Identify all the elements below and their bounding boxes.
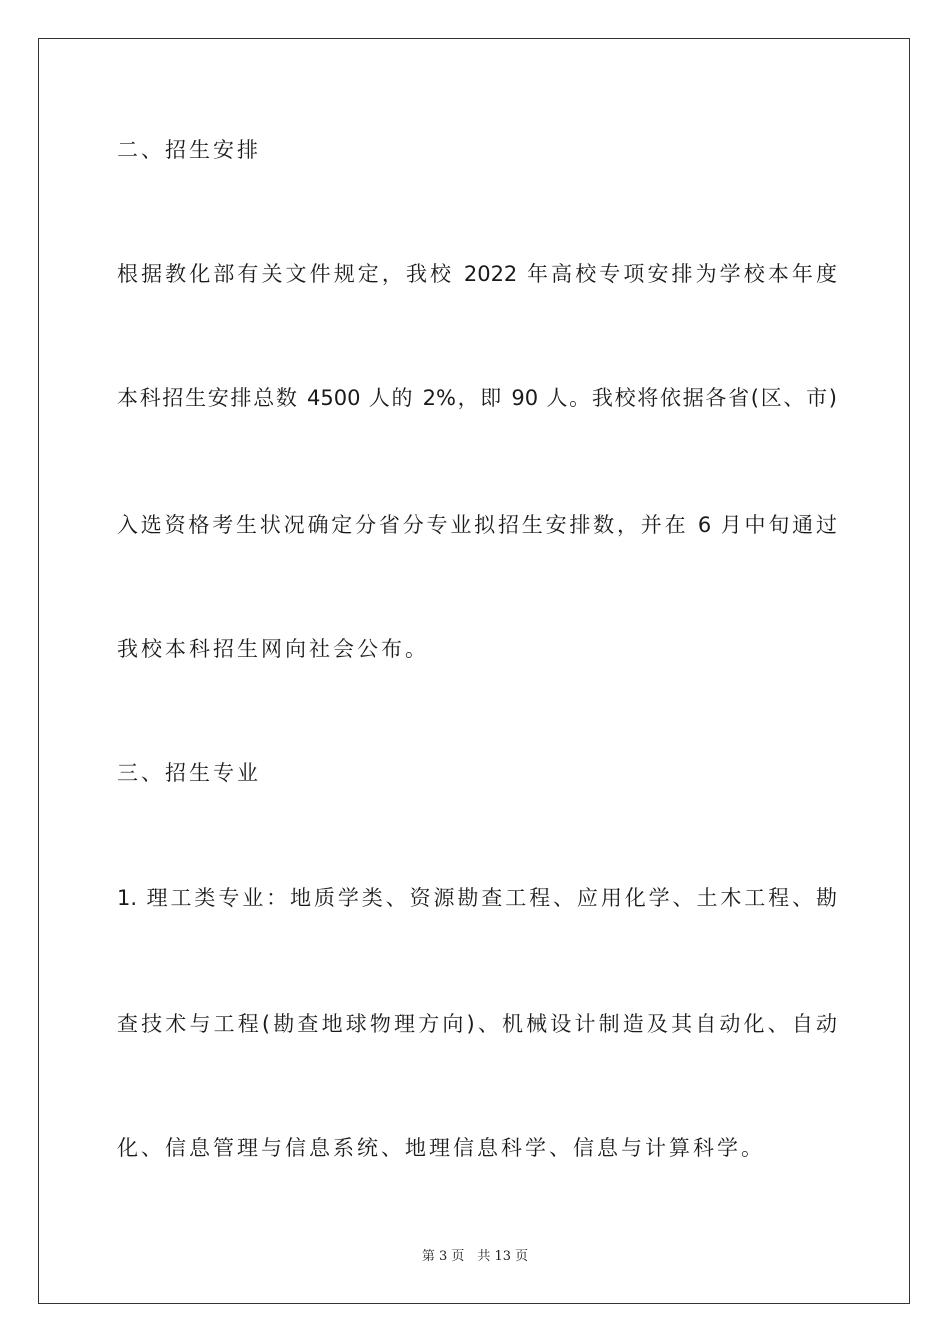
- heading-majors: 三、招生专业: [117, 761, 261, 785]
- heading-enrollment-plan: 二、招生安排: [117, 138, 261, 162]
- page-frame: [38, 38, 910, 1304]
- paragraph-line: 本科招生安排总数 4500 人的 2%，即 90 人。我校将依据各省(区、市): [117, 386, 837, 410]
- page-number-footer: 第 3 页 共 13 页: [421, 1249, 529, 1264]
- paragraph-line: 化、信息管理与信息系统、地理信息科学、信息与计算科学。: [117, 1136, 765, 1160]
- paragraph-line: 查技术与工程(勘查地球物理方向)、机械设计制造及其自动化、自动: [117, 1012, 837, 1036]
- paragraph-line: 入选资格考生状况确定分省分专业拟招生安排数，并在 6 月中旬通过: [117, 513, 837, 537]
- paragraph-line: 我校本科招生网向社会公布。: [117, 637, 429, 661]
- paragraph-line: 1. 理工类专业：地质学类、资源勘查工程、应用化学、土木工程、勘: [117, 886, 837, 910]
- paragraph-line: 根据教化部有关文件规定，我校 2022 年高校专项安排为学校本年度: [117, 262, 837, 286]
